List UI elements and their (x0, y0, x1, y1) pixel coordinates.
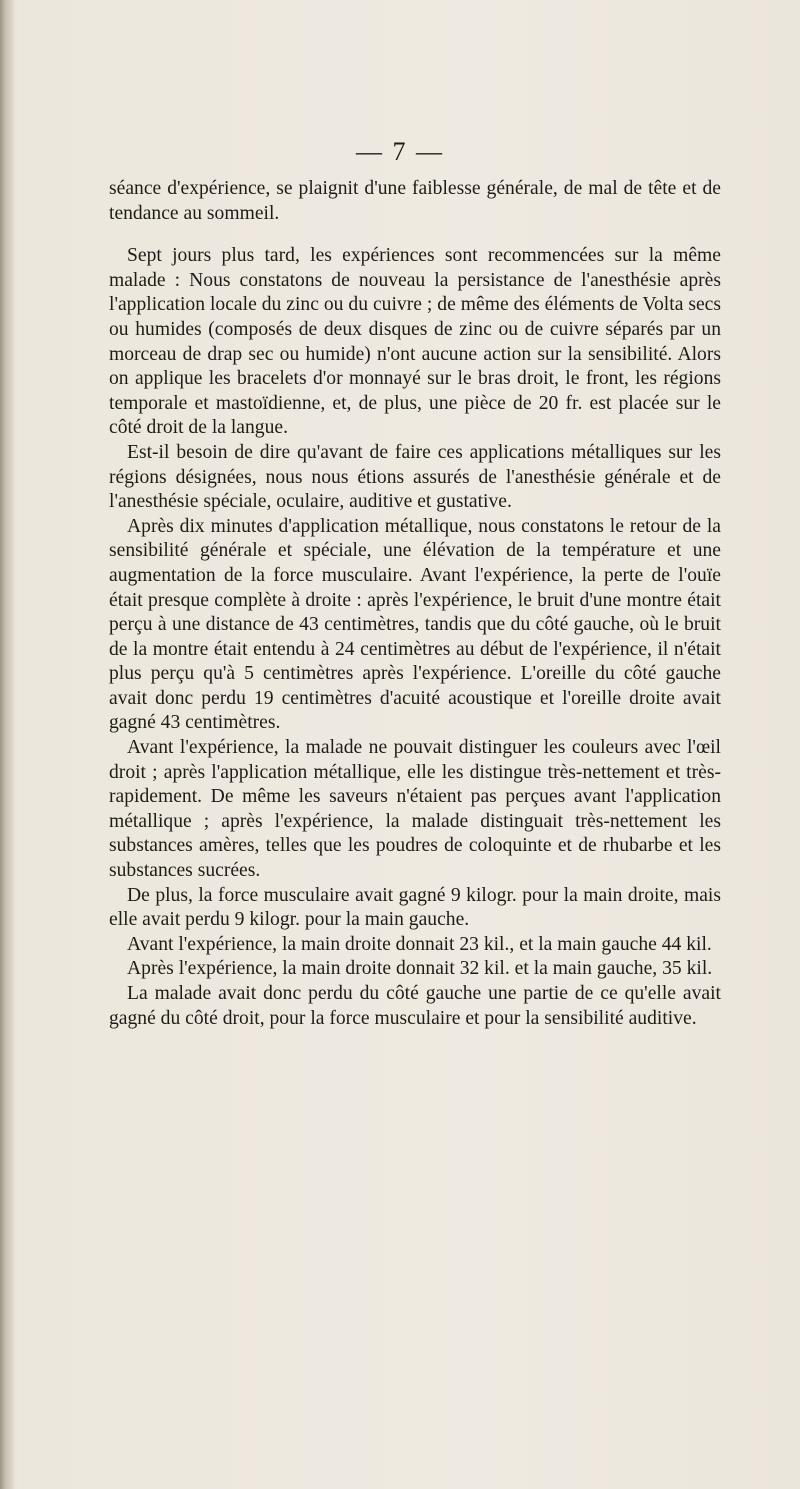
paragraph-2: Sept jours plus tard, les expériences sont recommencées sur la même malade : Nous constatons de nouveau la persistance de l'anesthésie après l'application locale du zinc ou du cuivre ; de même des éléments de Volta secs ou humides (composés de deux disques de zinc ou de cuivre séparés par un morceau de drap sec ou humide) n'ont aucune action sur la sensibilité. Alors on applique les bracelets d'or monnayé sur le bras droit, le front, les régions temporale et mastoïdienne, et, de plus, une pièce de 20 fr. est placée sur le côté droit de la langue. (109, 245, 721, 439)
paragraph-1: séance d'expérience, se plaignit d'une faiblesse générale, de mal de tête et de tendance au sommeil. (109, 178, 721, 224)
page-number: — 7 — (356, 137, 444, 166)
paragraph-6: De plus, la force musculaire avait gagné 9 kilogr. pour la main droite, mais elle avait perdu 9 kilogr. pour la main gauche. (109, 884, 721, 931)
body-text (109, 177, 721, 1031)
paragraph-3: Est-il besoin de dire qu'avant de faire ces applications métalliques sur les régions désignées, nous nous étions assurés de l'anesthésie générale et de l'anesthésie spéciale, oculaire, auditive et gustative. (109, 441, 721, 513)
page-spine-shadow (0, 0, 14, 1489)
paragraph-5: Avant l'expérience, la malade ne pouvait distinguer les couleurs avec l'œil droit ; après l'application métallique, elle les distingue très-nettement et très-rapidement. De même les saveurs n'étaient pas perçues avant l'application métallique ; après l'expérience, la malade distinguait très-nettement les substances amères, telles que les poudres de coloquinte et de rhubarbe et les substances sucrées. (109, 737, 721, 882)
paragraph-8: Après l'expérience, la main droite donnait 32 kil. et la main gauche, 35 kil. (127, 958, 713, 980)
paragraph-4: Après dix minutes d'application métallique, nous constatons le retour de la sensibilité générale et spéciale, une élévation de la température et une augmentation de la force musculaire. Avant l'expérience, la perte de l'ouïe était presque complète à droite : après l'expérience, le bruit d'une montre était perçu à une distance de 43 centimètres, tandis que du côté gauche, où le bruit de la montre était entendu à 24 centimètres au début de l'expérience, il n'était plus perçu qu'à 5 centimètres après l'expérience. L'oreille du côté gauche avait donc perdu 19 centimètres d'acuité acoustique et l'oreille droite avait gagné 43 centimètres. (109, 515, 721, 734)
paragraph-9: La malade avait donc perdu du côté gauche une partie de ce qu'elle avait gagné du côté droit, pour la force musculaire et pour la sensibilité auditive. (109, 983, 721, 1029)
paragraph-7: Avant l'expérience, la main droite donnait 23 kil., et la main gauche 44 kil. (127, 933, 712, 955)
